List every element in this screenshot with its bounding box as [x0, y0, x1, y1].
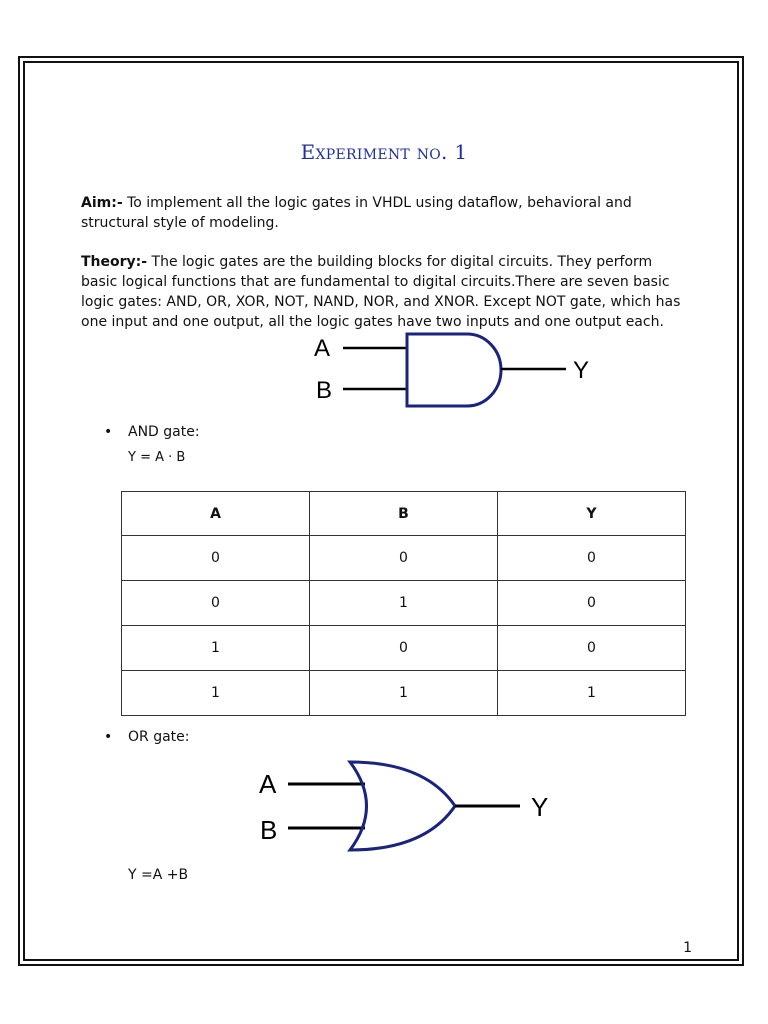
- or-bullet: •: [104, 729, 113, 745]
- theory-paragraph: [81, 252, 691, 332]
- and-input-b-label: B: [316, 377, 333, 404]
- or-output-label: Y: [531, 792, 549, 822]
- or-gate-label: OR gate:: [128, 729, 190, 745]
- and-gate-diagram: [310, 332, 600, 412]
- page-title: Experiment no. 1: [300, 140, 468, 164]
- and-bullet: •: [104, 424, 113, 440]
- aim-label: Aim:-: [81, 195, 123, 211]
- or-expression: Y =A +B: [128, 867, 189, 883]
- and-gate-label: AND gate:: [128, 424, 200, 440]
- cell-y: 0: [498, 536, 686, 581]
- table-row: [122, 536, 686, 581]
- cell-b: 1: [310, 581, 498, 626]
- aim-paragraph: [81, 193, 691, 233]
- cell-b: 0: [310, 626, 498, 671]
- cell-a: 0: [122, 536, 310, 581]
- table-header-row: [122, 492, 686, 536]
- or-gate-diagram: [255, 760, 555, 860]
- cell-y: 0: [498, 626, 686, 671]
- and-input-a-label: A: [314, 335, 331, 362]
- cell-y: 1: [498, 671, 686, 716]
- table-row: [122, 626, 686, 671]
- cell-a: 1: [122, 671, 310, 716]
- or-input-a-label: A: [259, 769, 277, 799]
- header-y: Y: [498, 492, 686, 536]
- theory-label: Theory:-: [81, 254, 148, 270]
- cell-a: 0: [122, 581, 310, 626]
- cell-b: 1: [310, 671, 498, 716]
- and-output-label: Y: [573, 357, 590, 384]
- table-row: [122, 581, 686, 626]
- and-expression: Y = A · B: [128, 450, 186, 465]
- aim-text: To implement all the logic gates in VHDL using dataflow, behavioral and structural style of modeling.: [81, 195, 632, 231]
- or-gate-symbol: [350, 762, 455, 850]
- cell-b: 0: [310, 536, 498, 581]
- cell-y: 0: [498, 581, 686, 626]
- page-number: 1: [683, 940, 692, 956]
- header-b: B: [310, 492, 498, 536]
- or-input-b-label: B: [260, 815, 278, 845]
- and-gate-symbol: [407, 334, 501, 406]
- cell-a: 1: [122, 626, 310, 671]
- and-truth-table: [121, 491, 686, 716]
- table-row: [122, 671, 686, 716]
- header-a: A: [122, 492, 310, 536]
- theory-text: The logic gates are the building blocks for digital circuits. They perform basic logical functions that are fundamental to digital circuits.There are seven basic logic gates: AND, OR, XOR, NOT, NAND, NOR, and XNOR. Except NOT gate, which has one input and one output, all the logic gates have two inputs and one output each.: [81, 254, 681, 330]
